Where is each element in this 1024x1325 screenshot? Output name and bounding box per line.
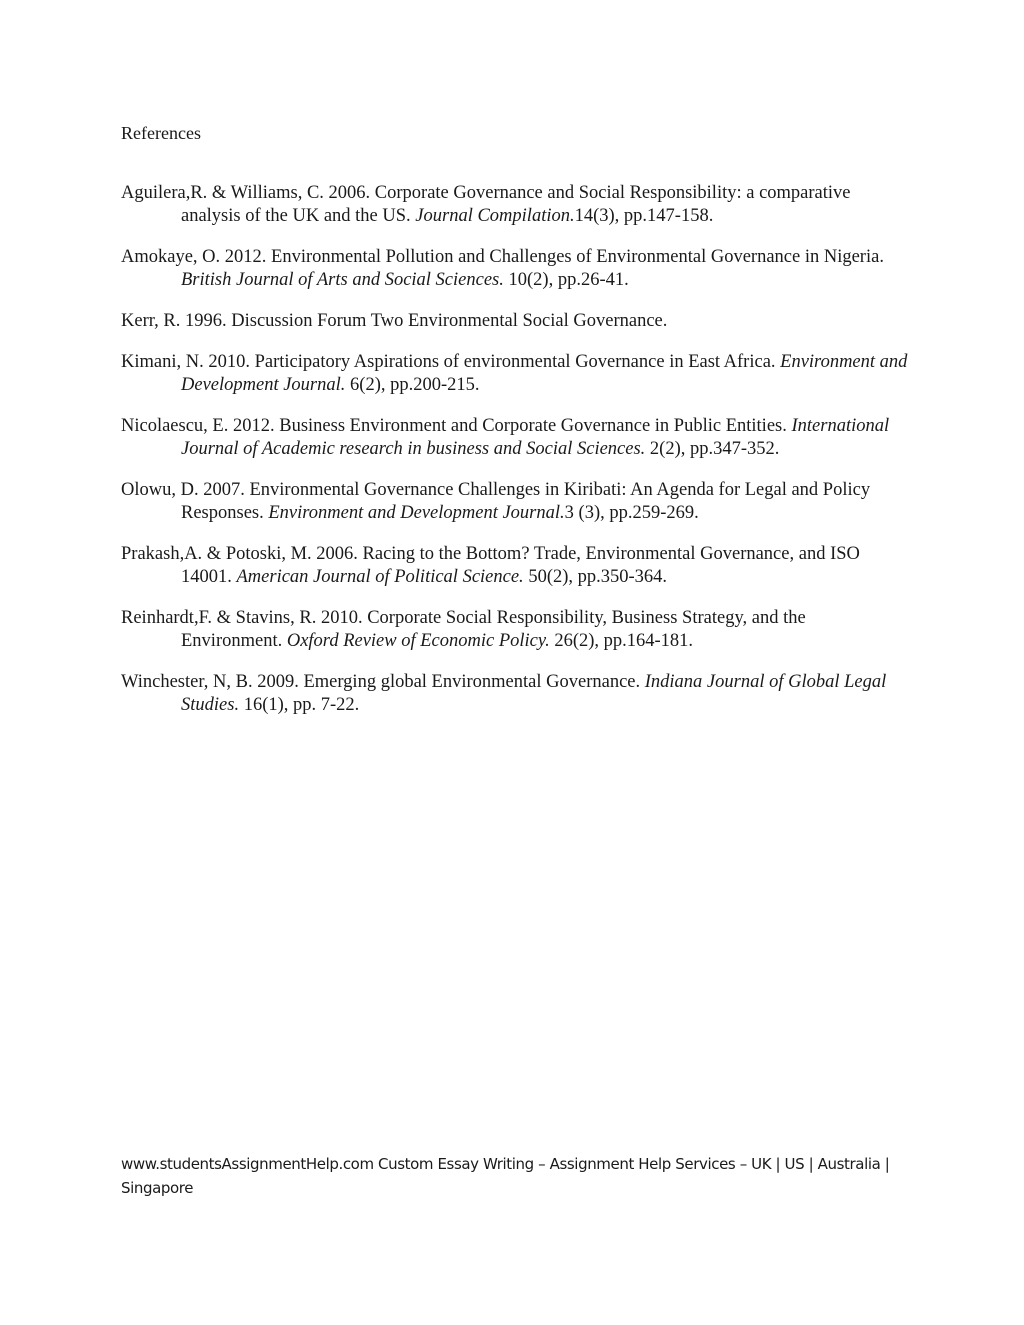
reference-citation: Nicolaescu, E. 2012. Business Environment and Corporate Governance in Public Entities. xyxy=(121,416,792,436)
reference-entry xyxy=(121,415,911,461)
reference-entry xyxy=(121,182,911,228)
page-footer: www.studentsAssignmentHelp.com Custom Essay Writing – Assignment Help Services – UK | US | Australia | Singapore xyxy=(121,1155,890,1197)
reference-volume: 16(1), pp. 7-22. xyxy=(239,695,360,715)
reference-volume: 50(2), pp.350-364. xyxy=(523,567,668,587)
reference-citation: Prakash,A. & Potoski, M. 2006. Racing to the Bottom? Trade, Environmental Governance, and ISO 14001. xyxy=(121,544,860,587)
reference-journal: Indiana Journal of Global Legal Studies. xyxy=(181,672,887,715)
reference-citation: Winchester, N, B. 2009. Emerging global Environmental Governance. xyxy=(121,672,645,692)
reference-journal: American Journal of Political Science. xyxy=(236,567,524,587)
reference-entry xyxy=(121,351,911,397)
reference-volume: 2(2), pp.347-352. xyxy=(645,439,780,459)
reference-volume: 14(3), pp.147-158. xyxy=(574,206,714,226)
reference-citation: Kerr, R. 1996. Discussion Forum Two Environmental Social Governance. xyxy=(121,311,668,331)
reference-entry xyxy=(121,246,911,292)
reference-journal: Oxford Review of Economic Policy. xyxy=(286,631,550,651)
reference-entry xyxy=(121,607,911,653)
reference-entry xyxy=(121,543,911,589)
reference-journal: Journal Compilation. xyxy=(415,206,575,226)
reference-citation: Olowu, D. 2007. Environmental Governance Challenges in Kiribati: An Agenda for Legal and Policy Responses. xyxy=(121,480,871,523)
reference-volume: 26(2), pp.164-181. xyxy=(549,631,694,651)
reference-volume: 6(2), pp.200-215. xyxy=(345,375,480,395)
reference-citation: Kimani, N. 2010. Participatory Aspirations of environmental Governance in East Africa. xyxy=(121,352,781,372)
reference-entry xyxy=(121,671,911,717)
reference-volume: 10(2), pp.26-41. xyxy=(503,270,629,290)
reference-journal: International Journal of Academic research in business and Social Sciences. xyxy=(181,416,890,459)
reference-entry xyxy=(121,310,911,333)
reference-journal: Environment and Development Journal. xyxy=(181,352,908,395)
reference-citation: Reinhardt,F. & Stavins, R. 2010. Corporate Social Responsibility, Business Strategy, and the Environment. xyxy=(121,608,806,651)
references-heading: References xyxy=(121,123,201,143)
reference-citation: Amokaye, O. 2012. Environmental Pollution and Challenges of Environmental Governance in Nigeria. xyxy=(121,247,884,267)
reference-journal: Environment and Development Journal. xyxy=(268,503,565,523)
reference-journal: British Journal of Arts and Social Sciences. xyxy=(181,270,504,290)
reference-list xyxy=(121,182,911,735)
reference-citation: Aguilera,R. & Williams, C. 2006. Corporate Governance and Social Responsibility: a comparative analysis of the UK and the US. xyxy=(121,183,851,226)
reference-volume: 3 (3), pp.259-269. xyxy=(564,503,699,523)
reference-entry xyxy=(121,479,911,525)
